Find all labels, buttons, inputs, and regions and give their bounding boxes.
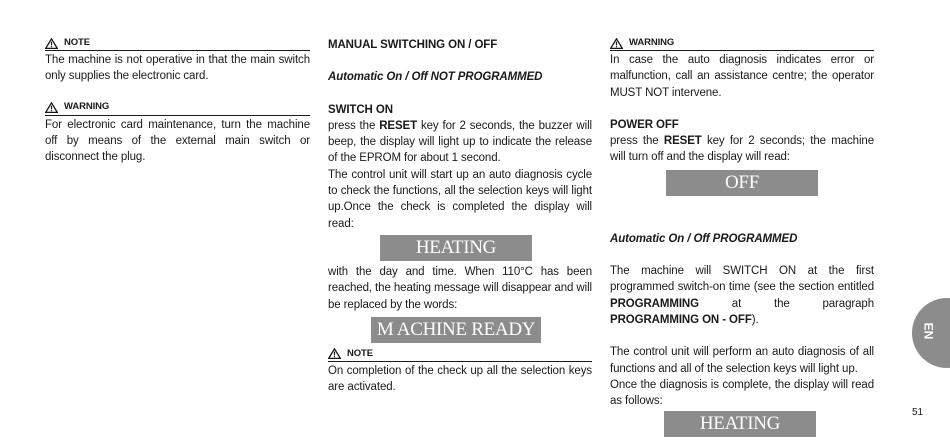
warning-label: WARNING (64, 101, 110, 113)
note-text: On completion of the check up all the selection keys are activated. (328, 364, 592, 394)
section-subheading: Automatic On / Off NOT PROGRAMMED (328, 71, 543, 84)
programmed-text: The machine will SWITCH ON at the first programmed switch-on time (see the section entitled PROGRAMMING at the paragraph PROGRAMMING ON - OFF). (610, 265, 874, 326)
note-label: NOTE (64, 36, 90, 48)
column-left (45, 36, 310, 165)
note-label: NOTE (347, 347, 373, 359)
note-text: The machine is not operative in that the main switch only supplies the electronic card. (45, 54, 310, 83)
power-off-text: press the RESET key for 2 seconds; the machine will turn off and the display will read: (610, 135, 875, 164)
page-number: 51 (912, 407, 924, 418)
warning-triangle-icon (45, 102, 58, 113)
diagnosis-complete-text: Once the diagnosis is complete, the display will read as follows: (610, 378, 874, 408)
switch-on-heading: SWITCH ON (328, 103, 393, 116)
display-heating: HEATING (380, 235, 532, 261)
auto-diagnosis-text: The control unit will perform an auto diagnosis of all functions and all of the selection keys will light up. (610, 346, 874, 375)
warning-triangle-icon (610, 38, 623, 49)
power-off-heading: POWER OFF (610, 118, 679, 131)
programmed-subheading: Automatic On / Off PROGRAMMED (610, 232, 798, 245)
auto-diagnosis-text: The control unit will start up an auto diagnosis cycle to check the functions, all the selection keys will light up.Once the check is completed the display will read: (328, 168, 592, 230)
warning-text: In case the auto diagnosis indicates error or malfunction, call an assistance centre; the operator MUST NOT intervene. (610, 54, 874, 99)
column-right (610, 36, 874, 437)
column-middle (328, 36, 592, 395)
section-heading: MANUAL SWITCHING ON / OFF (328, 39, 498, 51)
warning-text: For electronic card maintenance, turn the machine off by means of the external main switch or disconnect the plug. (45, 118, 310, 164)
heating-text: with the day and time. When 110°C has been reached, the heating message will disappear and will be replaced by the words: (328, 265, 592, 311)
warning-triangle-icon (328, 348, 341, 359)
display-heating: HEATING (664, 411, 816, 437)
warning-triangle-icon (45, 38, 58, 49)
language-tab-label: EN (921, 322, 936, 340)
warning-header (45, 101, 310, 116)
warning-header (610, 36, 874, 51)
switch-on-text: press the RESET key for 2 seconds, the buzzer will beep, the display will light up to indicate the release of the EPROM for about 1 second. (328, 119, 592, 165)
display-machine-ready: M ACHINE READY (371, 317, 541, 343)
note-header (328, 347, 592, 362)
display-off: OFF (666, 170, 818, 196)
language-tab (912, 298, 950, 368)
warning-label: WARNING (629, 36, 675, 48)
note-header (45, 36, 310, 51)
